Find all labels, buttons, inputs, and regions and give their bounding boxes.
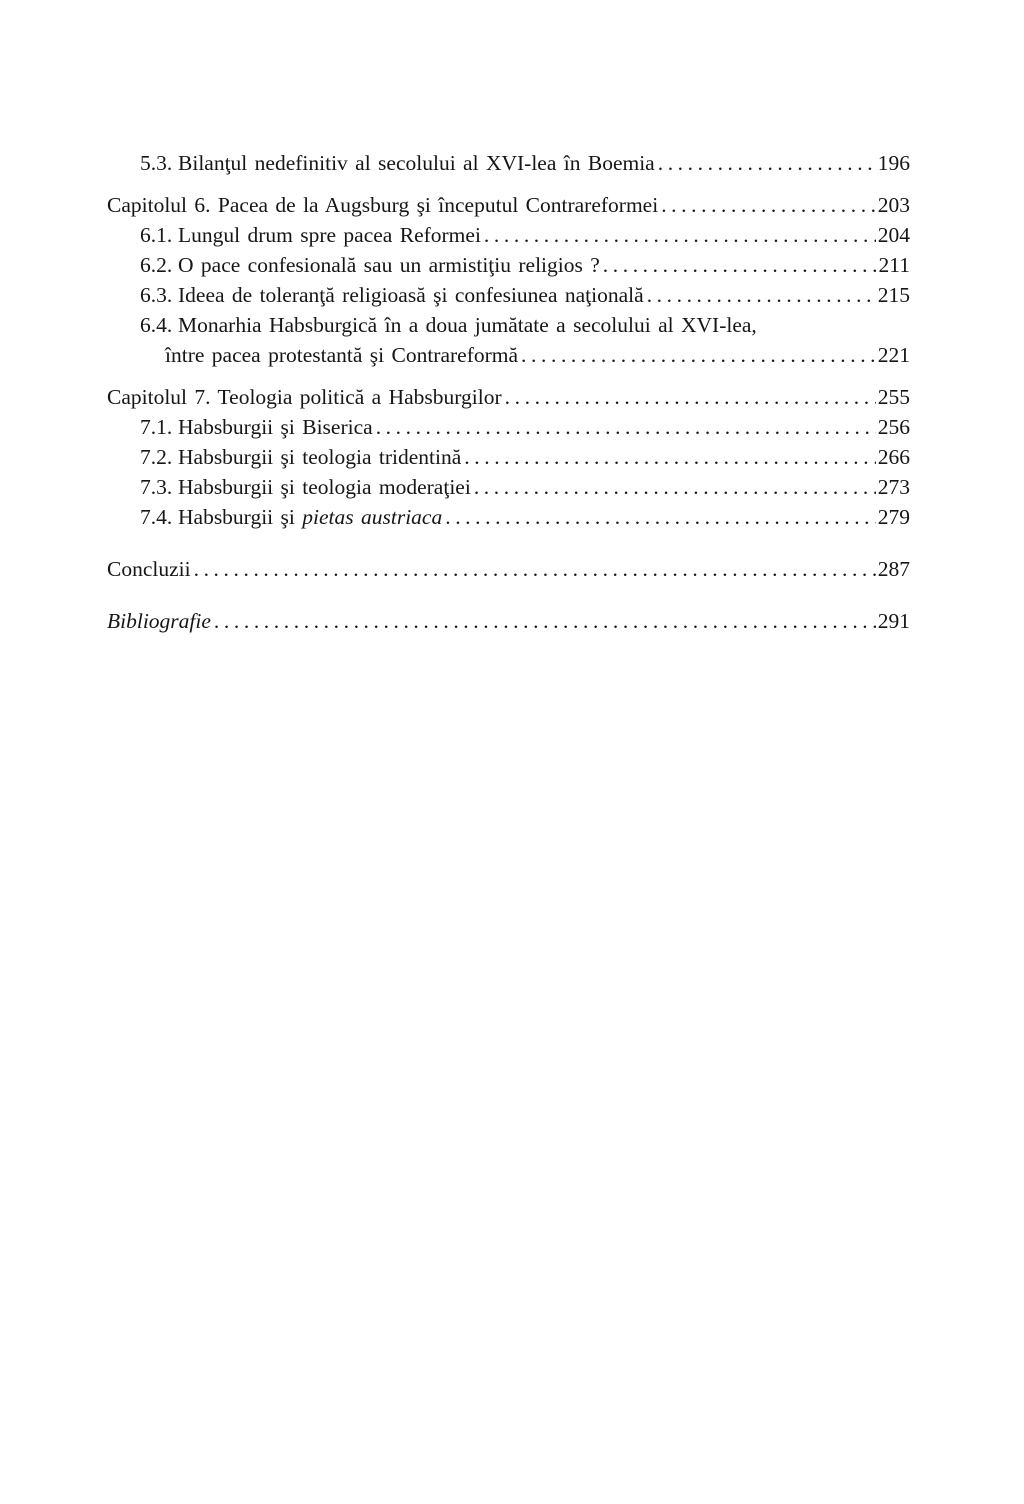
entry-title — [178, 502, 442, 532]
toc-entry-7-3 — [107, 472, 910, 502]
entry-title: O pace confesională sau un armistiţiu religios ? — [178, 253, 600, 277]
dot-leader — [214, 606, 876, 636]
entry-page-number: 204 — [877, 223, 910, 247]
entry-page-number: 266 — [877, 445, 910, 469]
entry-page-number: 287 — [877, 557, 910, 581]
entry-title: Habsburgii şi Biserica — [178, 415, 373, 439]
dot-leader — [464, 442, 875, 472]
dot-leader — [521, 340, 876, 370]
toc-entry-6-1 — [107, 220, 910, 250]
dot-leader — [484, 220, 876, 250]
toc-entry-5-3 — [107, 148, 910, 178]
entry-page-number: 279 — [877, 505, 910, 529]
toc-entry-6-4-line2 — [107, 340, 910, 370]
entry-title: Concluzii — [107, 557, 191, 581]
dot-leader — [376, 412, 876, 442]
toc-entry-chapter-7 — [107, 382, 910, 412]
entry-page-number: 291 — [877, 609, 910, 633]
toc-entry-7-2 — [107, 442, 910, 472]
table-of-contents — [107, 148, 910, 636]
entry-number: 7.2. — [140, 445, 173, 469]
toc-entry-6-2 — [107, 250, 910, 280]
entry-number: 7.3. — [140, 475, 173, 499]
entry-title: Capitolul 6. Pacea de la Augsburg şi începutul Contrareformei — [107, 193, 659, 217]
toc-entry-6-3 — [107, 280, 910, 310]
entry-number: 6.2. — [140, 253, 173, 277]
entry-page-number: 256 — [877, 415, 910, 439]
toc-entry-concluzii — [107, 554, 910, 584]
entry-page-number: 203 — [877, 193, 910, 217]
entry-number: 6.4. — [140, 313, 173, 337]
entry-title: Bilanţul nedefinitiv al secolului al XVI-lea în Boemia — [178, 151, 655, 175]
dot-leader — [658, 148, 876, 178]
entry-title: Habsburgii şi teologia moderaţiei — [178, 475, 471, 499]
dot-leader — [603, 250, 877, 280]
entry-title-regular: Habsburgii şi — [178, 505, 303, 529]
entry-title: Lungul drum spre pacea Reformei — [178, 223, 481, 247]
entry-page-number: 215 — [877, 283, 910, 307]
entry-title: Habsburgii şi teologia tridentină — [178, 445, 462, 469]
dot-leader — [445, 502, 876, 532]
toc-entry-bibliografie — [107, 606, 910, 636]
entry-page-number: 211 — [878, 253, 910, 277]
entry-title: Ideea de toleranţă religioasă şi confesiunea naţională — [178, 283, 644, 307]
entry-title-continuation: între pacea protestantă şi Contrareformă — [165, 343, 519, 367]
entry-number: 6.1. — [140, 223, 173, 247]
toc-entry-7-4 — [107, 502, 910, 532]
entry-page-number: 196 — [877, 151, 910, 175]
entry-title: Monarhia Habsburgică în a doua jumătate a secolului al XVI-lea, — [178, 313, 757, 337]
toc-entry-6-4-line1 — [107, 310, 910, 340]
dot-leader — [661, 190, 876, 220]
entry-title: Bibliografie — [107, 609, 211, 633]
toc-entry-chapter-6 — [107, 190, 910, 220]
entry-number: 5.3. — [140, 151, 173, 175]
entry-title: Capitolul 7. Teologia politică a Habsburgilor — [107, 385, 502, 409]
entry-number: 7.4. — [140, 505, 173, 529]
dot-leader — [194, 554, 876, 584]
dot-leader — [474, 472, 876, 502]
toc-entry-7-1 — [107, 412, 910, 442]
entry-page-number: 221 — [877, 343, 910, 367]
entry-page-number: 273 — [877, 475, 910, 499]
dot-leader — [505, 382, 876, 412]
entry-number: 6.3. — [140, 283, 173, 307]
dot-leader — [647, 280, 876, 310]
entry-number: 7.1. — [140, 415, 173, 439]
entry-page-number: 255 — [877, 385, 910, 409]
entry-title-italic: pietas austriaca — [302, 505, 443, 529]
